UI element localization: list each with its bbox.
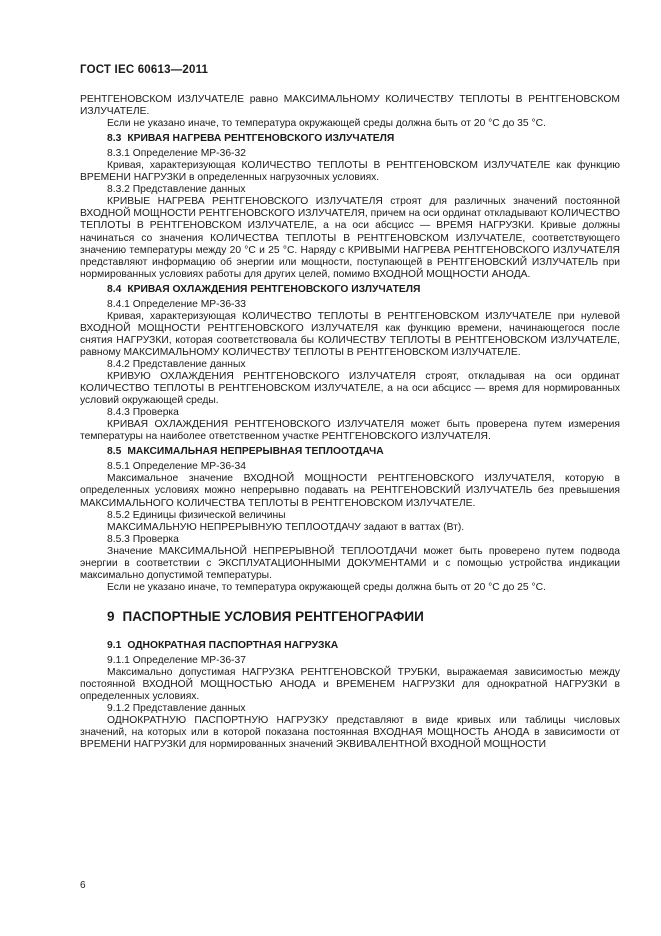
subsection-heading: 8.5.2 Единицы физической величины	[107, 509, 286, 521]
document-header: ГОСТ IEC 60613—2011	[80, 64, 209, 76]
section-heading	[80, 446, 620, 458]
subsection-heading: 8.5.1 Определение МР-36-34	[107, 461, 246, 473]
heading-text: МАКСИМАЛЬНАЯ НЕПРЕРЫВНАЯ ТЕПЛООТДАЧА	[127, 446, 384, 458]
section-heading	[80, 284, 620, 296]
subsection-heading: 8.5.3 Проверка	[107, 533, 179, 545]
heading-text: ОДНОКРАТНАЯ ПАСПОРТНАЯ НАГРУЗКА	[127, 639, 339, 651]
paragraph: РЕНТГЕНОВСКОМ ИЗЛУЧАТЕЛЕ равно МАКСИМАЛЬНОМУ КОЛИЧЕСТВУ ТЕПЛОТЫ В РЕНТГЕНОВСКОМ ИЗЛУЧАТЕЛЕ.	[80, 94, 620, 118]
subsection-heading: 8.4.3 Проверка	[107, 407, 179, 419]
heading-number: 8.3	[107, 133, 122, 145]
document-body	[80, 94, 620, 751]
section-heading	[80, 133, 620, 145]
paragraph: Если не указано иначе, то температура окружающей среды должна быть от 20 °С до 35 °С.	[107, 118, 546, 130]
paragraph: Кривая, характеризующая КОЛИЧЕСТВО ТЕПЛОТЫ В РЕНТГЕНОВСКОМ ИЗЛУЧАТЕЛЕ как функцию ВРЕМЕНИ НАГРУЗКИ в определенных нагрузочных условиях.	[80, 160, 620, 184]
subsection-heading: 8.4.2 Представление данных	[107, 358, 246, 370]
heading-text: КРИВАЯ ОХЛАЖДЕНИЯ РЕНТГЕНОВСКОГО ИЗЛУЧАТЕЛЯ	[127, 283, 421, 295]
subsection-heading: 8.3.2 Представление данных	[107, 184, 246, 196]
paragraph: МАКСИМАЛЬНУЮ НЕПРЕРЫВНУЮ ТЕПЛООТДАЧУ задают в ваттах (Вт).	[107, 521, 465, 533]
subsection-heading: 8.3.1 Определение МР-36-32	[107, 148, 246, 160]
heading-number: 9	[107, 608, 115, 624]
section-heading	[80, 640, 620, 652]
heading-number: 8.5	[107, 446, 122, 458]
heading-text: ПАСПОРТНЫЕ УСЛОВИЯ РЕНТГЕНОГРАФИИ	[122, 608, 424, 624]
paragraph: КРИВАЯ ОХЛАЖДЕНИЯ РЕНТГЕНОВСКОГО ИЗЛУЧАТЕЛЯ может быть проверена путем измерения температуры на наиболее ответственном участке РЕНТГЕНОВСКОГО ИЗЛУЧАТЕЛЯ.	[80, 419, 620, 443]
paragraph: КРИВУЮ ОХЛАЖДЕНИЯ РЕНТГЕНОВСКОГО ИЗЛУЧАТЕЛЯ строят, откладывая на оси ординат КОЛИЧЕСТВО ТЕПЛОТЫ В РЕНТГЕНОВСКОМ ИЗЛУЧАТЕЛЕ, а на оси абсцисс — время для нормированных условий окружающей среды.	[80, 371, 620, 407]
paragraph: Максимальное значение ВХОДНОЙ МОЩНОСТИ РЕНТГЕНОВСКОГО ИЗЛУЧАТЕЛЯ, которую в определенных условиях можно непрерывно подавать на РЕНТГЕНОВСКИЙ ИЗЛУЧАТЕЛЬ без превышения МАКСИМАЛЬНОГО КОЛИЧЕСТВА ТЕПЛОТЫ В РЕНТГЕНОВСКОМ ИЗЛУЧАТЕЛЕ.	[80, 473, 620, 509]
heading-number: 8.4	[107, 283, 122, 295]
paragraph: Значение МАКСИМАЛЬНОЙ НЕПРЕРЫВНОЙ ТЕПЛООТДАЧИ может быть проверено путем подвода энергии в соответствии с ЭКСПЛУАТАЦИОННЫМИ ДОКУМЕНТАМИ и с помощью устройства индикации максимально допустимой температуры.	[80, 545, 620, 581]
subsection-heading: 9.1.1 Определение МР-36-37	[107, 654, 246, 666]
chapter-heading	[80, 609, 620, 625]
paragraph: Максимально допустимая НАГРУЗКА РЕНТГЕНОВСКОЙ ТРУБКИ, выражаемая зависимостью между постоянной ВХОДНОЙ МОЩНОСТЬЮ АНОДА и ВРЕМЕНЕМ НАГРУЗКИ для однократной НАГРУЗКИ в определенных условиях.	[80, 666, 620, 703]
subsection-heading: 8.4.1 Определение МР-36-33	[107, 298, 246, 310]
paragraph: Кривая, характеризующая КОЛИЧЕСТВО ТЕПЛОТЫ В РЕНТГЕНОВСКОМ ИЗЛУЧАТЕЛЕ при нулевой ВХОДНОЙ МОЩНОСТИ РЕНТГЕНОВСКОГО ИЗЛУЧАТЕЛЯ как функцию времени, начинающегося после снятия НАГРУЗКИ, которая соответствовала бы КОЛИЧЕСТВУ ТЕПЛОТЫ В РЕНТГЕНОВСКОМ ИЗЛУЧАТЕЛЕ, равному МАКСИМАЛЬНОМУ КОЛИЧЕСТВУ ТЕПЛОТЫ В РЕНТГЕНОВСКОМ ИЗЛУЧАТЕЛЕ.	[80, 310, 620, 358]
paragraph: Если не указано иначе, то температура окружающей среды должна быть от 20 °С до 25 °С.	[107, 581, 546, 593]
heading-text: КРИВАЯ НАГРЕВА РЕНТГЕНОВСКОГО ИЗЛУЧАТЕЛЯ	[127, 133, 395, 145]
paragraph: ОДНОКРАТНУЮ ПАСПОРТНУЮ НАГРУЗКУ представляют в виде кривых или таблицы числовых значений, на которых или в которой показана постоянная ВХОДНАЯ МОЩНОСТЬ АНОДА в зависимости от ВРЕМЕНИ НАГРУЗКИ для нормированных значений ЭКВИВАЛЕНТНОЙ ВХОДНОЙ МОЩНОСТИ	[80, 715, 620, 751]
subsection-heading: 9.1.2 Представление данных	[107, 703, 246, 715]
page-number: 6	[80, 880, 86, 891]
paragraph: КРИВЫЕ НАГРЕВА РЕНТГЕНОВСКОГО ИЗЛУЧАТЕЛЯ строят для различных значений постоянной ВХОДНОЙ МОЩНОСТИ РЕНТГЕНОВСКОГО ИЗЛУЧАТЕЛЯ, причем на оси ординат откладывают КОЛИЧЕСТВО ТЕПЛОТЫ В РЕНТГЕНОВСКОМ ИЗЛУЧАТЕЛЕ, а на оси абсцисс — ВРЕМЯ НАГРУЗКИ. Кривые должны начинаться со значения КОЛИЧЕСТВА ТЕПЛОТЫ В РЕНТГЕНОВСКОМ ИЗЛУЧАТЕЛЕ, соответствующего значению температуры между 20 °С и 25 °С. Наряду с КРИВЫМИ НАГРЕВА РЕНТГЕНОВСКОГО ИЗЛУЧАТЕЛЯ представляют информацию об энергии или мощности, поступающей в РЕНТГЕНОВСКИЙ ИЗЛУЧАТЕЛЬ при нормированных условиях работы для других целей, помимо ВХОДНОЙ МОЩНОСТИ АНОДА.	[80, 196, 620, 280]
heading-number: 9.1	[107, 639, 122, 651]
